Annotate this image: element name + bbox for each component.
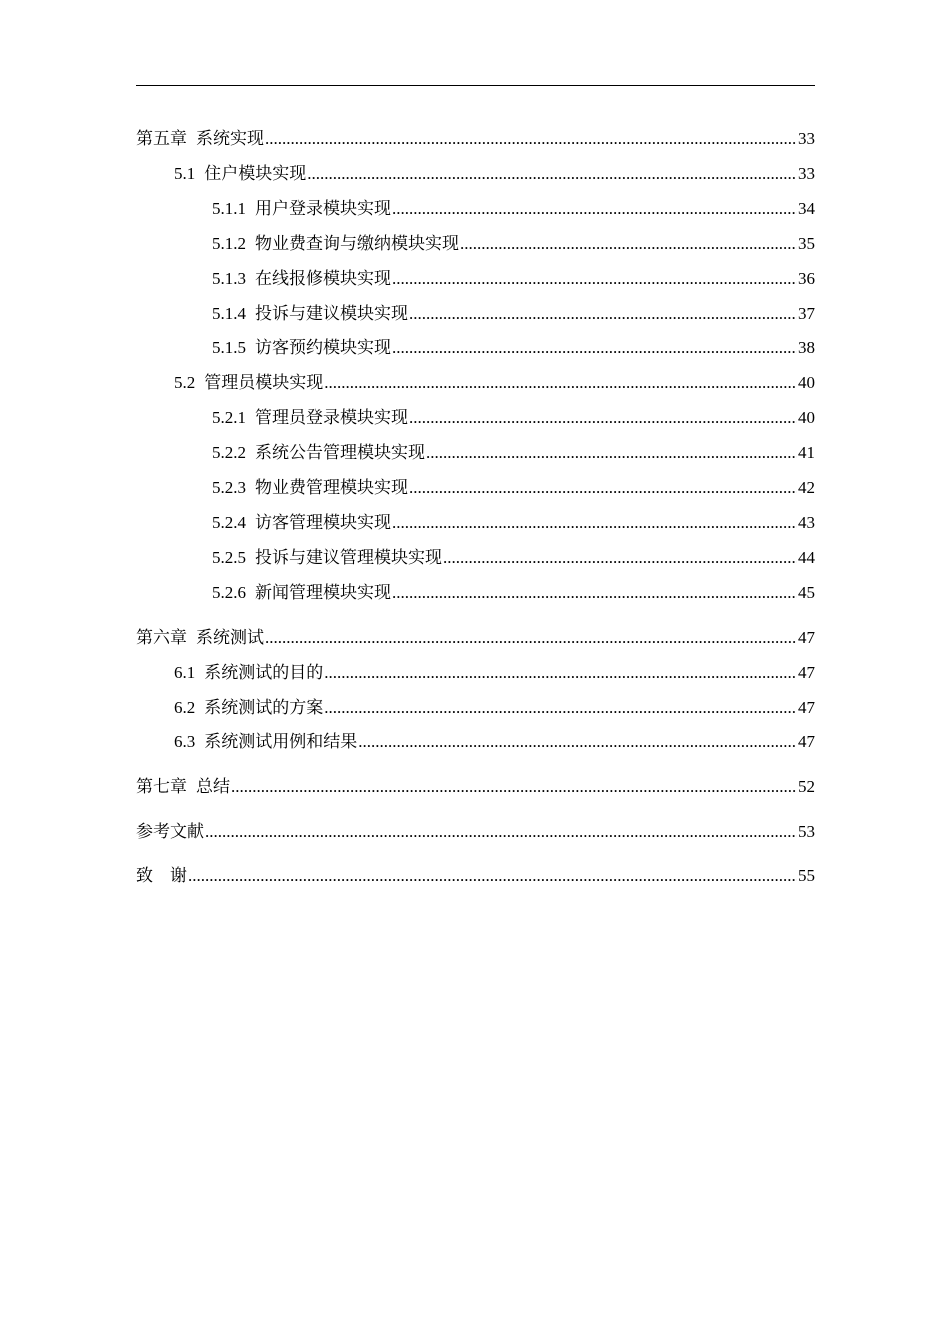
toc-entry-page: 36 (798, 269, 815, 288)
toc-entry-page: 33 (798, 129, 815, 148)
toc-entry-page: 43 (798, 513, 815, 532)
toc-entry-title: 住户模块实现 (204, 164, 307, 183)
toc-entry-title: 系统测试的方案 (204, 698, 324, 717)
toc-entry-page: 52 (798, 777, 815, 796)
toc-entry-page: 42 (798, 478, 815, 497)
dot-leader (392, 581, 797, 605)
toc-entry-title: 总结 (196, 777, 230, 796)
toc-entry-title: 在线报修模块实现 (255, 269, 391, 288)
toc-entry[interactable] (136, 864, 815, 888)
toc-entry[interactable] (136, 661, 815, 685)
dot-leader (324, 371, 797, 395)
dot-leader (307, 162, 797, 186)
dot-leader (443, 546, 797, 570)
toc-entry-title: 系统测试的目的 (204, 663, 324, 682)
toc-entry-number: 5.1.2 (212, 234, 246, 253)
toc-entry-number: 6.2 (174, 698, 196, 717)
dot-leader (409, 302, 797, 326)
toc-entry-number: 6.3 (174, 732, 196, 751)
toc-entry-page: 38 (798, 338, 815, 357)
toc-entry-title: 系统测试用例和结果 (204, 732, 358, 751)
toc-entry[interactable] (136, 371, 815, 395)
toc-entry-title: 参考文献 (136, 822, 204, 841)
toc-entry-number: 6.1 (174, 663, 196, 682)
toc-entry-page: 47 (798, 628, 815, 647)
toc-entry-page: 40 (798, 373, 815, 392)
dot-leader (392, 336, 797, 360)
toc-entry[interactable] (136, 232, 815, 256)
dot-leader (231, 775, 797, 799)
dot-leader (265, 626, 797, 650)
toc-entry-title: 物业费管理模块实现 (255, 478, 408, 497)
dot-leader (324, 661, 797, 685)
dot-leader (358, 730, 797, 754)
toc-entry-title: 系统公告管理模块实现 (255, 443, 425, 462)
toc-entry-number: 5.2.2 (212, 443, 246, 462)
toc-entry[interactable] (136, 336, 815, 360)
toc-entry-page: 45 (798, 583, 815, 602)
dot-leader (409, 406, 797, 430)
toc-entry-title: 投诉与建议管理模块实现 (255, 548, 442, 567)
toc-entry[interactable] (136, 197, 815, 221)
toc-entry-number: 第五章 (136, 129, 187, 148)
toc-entry[interactable] (136, 626, 815, 650)
dot-leader (205, 820, 797, 844)
toc-entry-page: 47 (798, 698, 815, 717)
toc-entry[interactable] (136, 302, 815, 326)
toc-entry-title: 投诉与建议模块实现 (255, 304, 408, 323)
toc-entry[interactable] (136, 511, 815, 535)
toc-entry-page: 55 (798, 866, 815, 885)
toc-entry-number: 5.1.3 (212, 269, 246, 288)
toc-entry-number: 5.2.5 (212, 548, 246, 567)
toc-entry-number: 5.2 (174, 373, 196, 392)
toc-entry-number: 5.1 (174, 164, 196, 183)
dot-leader (265, 127, 797, 151)
dot-leader (409, 476, 797, 500)
toc-entry-page: 47 (798, 732, 815, 751)
toc-entry-title: 系统实现 (196, 129, 264, 148)
toc-entry-title: 管理员登录模块实现 (255, 408, 408, 427)
toc-entry-page: 40 (798, 408, 815, 427)
toc-entry[interactable] (136, 476, 815, 500)
toc-entry-page: 37 (798, 304, 815, 323)
toc-entry-number: 第七章 (136, 777, 187, 796)
dot-leader (426, 441, 797, 465)
toc-entry-page: 44 (798, 548, 815, 567)
toc-entry[interactable] (136, 127, 815, 151)
toc-entry[interactable] (136, 775, 815, 799)
toc-entry-title: 物业费查询与缴纳模块实现 (255, 234, 459, 253)
toc-entry-number: 5.1.5 (212, 338, 246, 357)
toc-entry-number: 第六章 (136, 628, 187, 647)
dot-leader (392, 267, 797, 291)
toc-entry-title: 管理员模块实现 (204, 373, 324, 392)
toc-entry-number: 5.2.6 (212, 583, 246, 602)
toc-entry-number: 5.2.3 (212, 478, 246, 497)
dot-leader (392, 511, 797, 535)
toc-entry-title: 访客管理模块实现 (255, 513, 391, 532)
toc-entry-number: 5.1.4 (212, 304, 246, 323)
toc-entry-title: 用户登录模块实现 (255, 199, 391, 218)
toc-entry-page: 35 (798, 234, 815, 253)
toc-entry[interactable] (136, 820, 815, 844)
toc-entry[interactable] (136, 581, 815, 605)
toc-entry-number: 5.1.1 (212, 199, 246, 218)
dot-leader (324, 696, 797, 720)
toc-entry[interactable] (136, 730, 815, 754)
dot-leader (392, 197, 797, 221)
toc-entry-title: 致 谢 (136, 866, 187, 885)
toc-entry-title: 系统测试 (196, 628, 264, 647)
toc-entry[interactable] (136, 267, 815, 291)
dot-leader (460, 232, 797, 256)
toc-entry-page: 47 (798, 663, 815, 682)
toc-entry-page: 53 (798, 822, 815, 841)
toc-entry-page: 41 (798, 443, 815, 462)
toc-entry-number: 5.2.4 (212, 513, 246, 532)
dot-leader (188, 864, 797, 888)
toc-entry-page: 33 (798, 164, 815, 183)
toc-entry-number: 5.2.1 (212, 408, 246, 427)
toc-entry-page: 34 (798, 199, 815, 218)
header-rule (136, 85, 815, 86)
toc-entry[interactable] (136, 406, 815, 430)
toc-entry[interactable] (136, 696, 815, 720)
toc-entry[interactable] (136, 546, 815, 570)
toc-entry[interactable] (136, 441, 815, 465)
toc-entry[interactable] (136, 162, 815, 186)
toc-entry-title: 新闻管理模块实现 (255, 583, 391, 602)
toc-entry-title: 访客预约模块实现 (255, 338, 391, 357)
